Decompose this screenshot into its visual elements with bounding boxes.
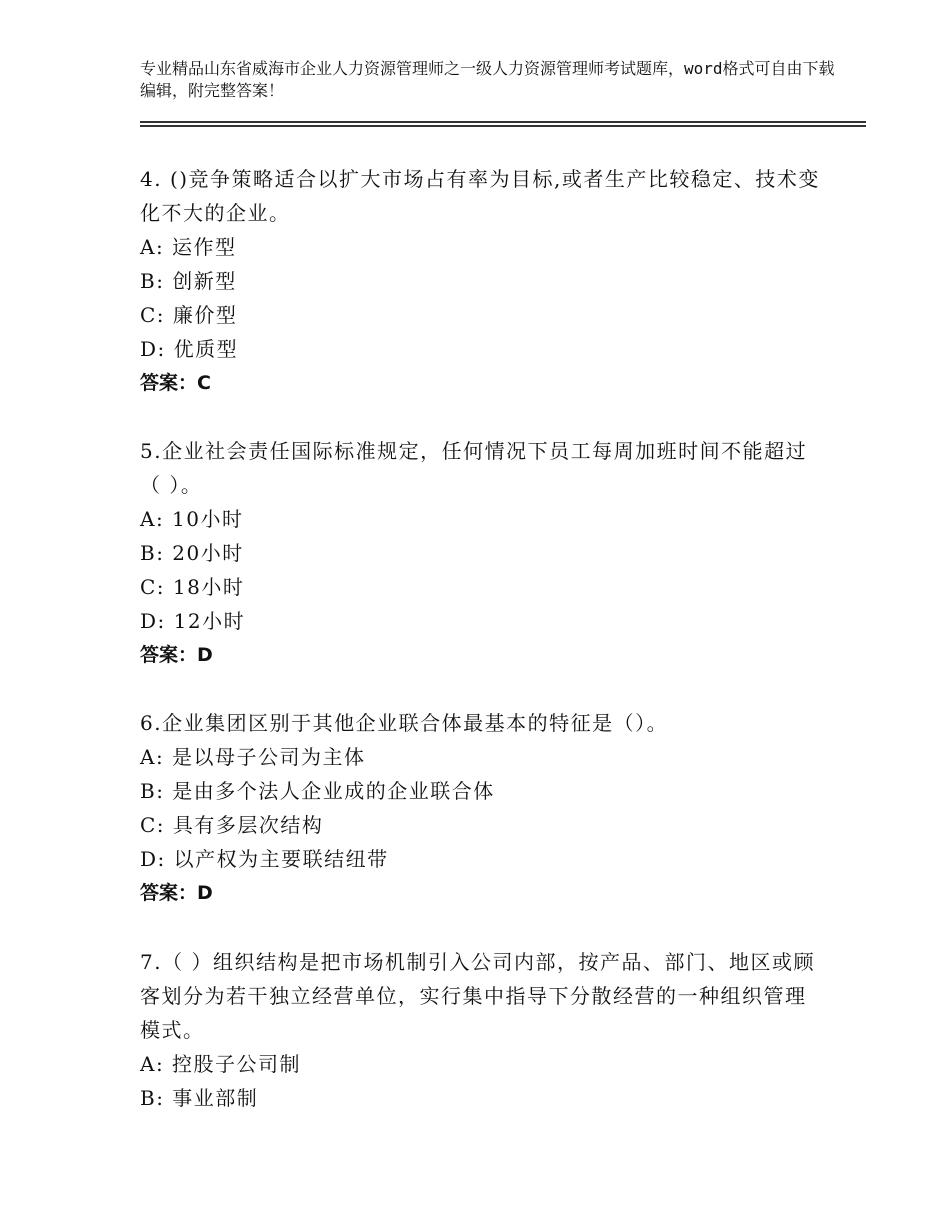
- option-a: A: 是以母子公司为主体: [140, 745, 366, 769]
- question-stem: 6.企业集团区别于其他企业联合体最基本的特征是（）。: [140, 711, 669, 735]
- question-stem: 4. ()竞争策略适合以扩大市场占有率为目标,或者生产比较稳定、技术变化不大的企业。: [140, 167, 820, 225]
- option-d: D: 以产权为主要联结纽带: [140, 847, 389, 871]
- option-b: B: 是由多个法人企业成的企业联合体: [140, 779, 495, 803]
- question-5: [140, 434, 820, 672]
- question-stem: 7.（ ）组织结构是把市场机制引入公司内部，按产品、部门、地区或顾客划分为若干独立经营单位，实行集中指导下分散经营的一种组织管理模式。: [140, 950, 815, 1042]
- option-b: B: 事业部制: [140, 1086, 259, 1110]
- question-stem: 5.企业社会责任国际标准规定，任何情况下员工每周加班时间不能超过（ ）。: [140, 439, 808, 497]
- option-c: C: 廉价型: [140, 303, 238, 327]
- answer-line: 答案：D: [140, 644, 213, 666]
- option-a: A: 10小时: [140, 507, 244, 531]
- option-c: C: 具有多层次结构: [140, 813, 324, 837]
- question-4: [140, 162, 820, 400]
- header-divider: [140, 121, 866, 123]
- header-divider: [140, 125, 866, 127]
- question-6: [140, 706, 820, 910]
- option-c: C: 18小时: [140, 575, 245, 599]
- option-b: B: 创新型: [140, 269, 237, 293]
- option-d: D: 优质型: [140, 337, 239, 361]
- answer-line: 答案：C: [140, 372, 211, 394]
- option-a: A: 运作型: [140, 235, 237, 259]
- question-7: [140, 945, 820, 1115]
- option-a: A: 控股子公司制: [140, 1052, 302, 1076]
- option-b: B: 20小时: [140, 541, 244, 565]
- document-header-title: 专业精品山东省威海市企业人力资源管理师之一级人力资源管理师考试题库，word格式可自由下载编辑，附完整答案！: [140, 59, 835, 100]
- answer-line: 答案：D: [140, 882, 213, 904]
- option-d: D: 12小时: [140, 609, 246, 633]
